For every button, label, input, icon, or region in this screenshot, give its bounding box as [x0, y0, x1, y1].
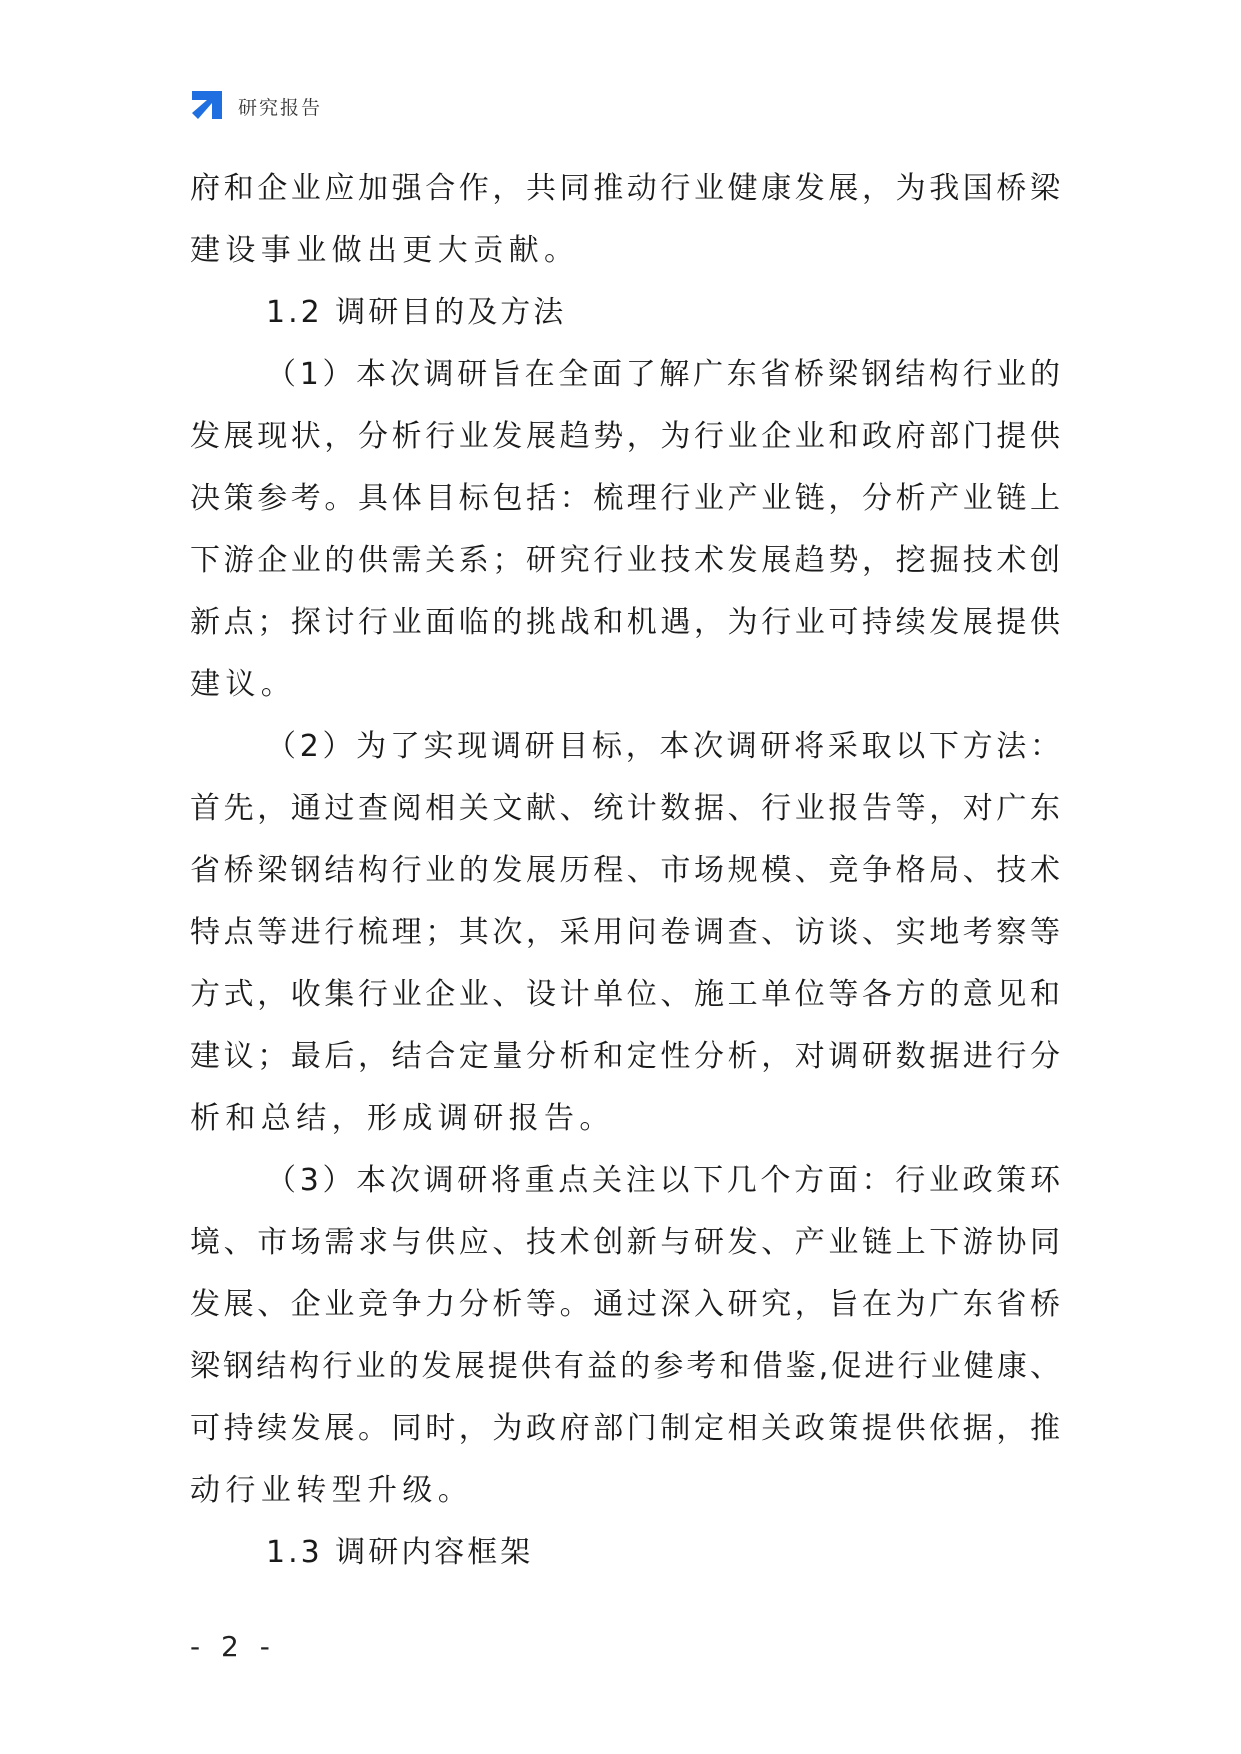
text-line: 特点等进行梳理；其次，采用问卷调查、访谈、实地考察等 [190, 915, 1060, 950]
text-line: 建议；最后，结合定量分析和定性分析，对调研数据进行分 [190, 1039, 1060, 1074]
text-line: （1）本次调研旨在全面了解广东省桥梁钢结构行业的 [266, 357, 1060, 392]
text-line: 府和企业应加强合作，共同推动行业健康发展，为我国桥梁 [190, 171, 1060, 206]
page-number: - 2 - [190, 1630, 276, 1663]
text-line: 动行业转型升级。 [190, 1473, 474, 1508]
arrow-up-right-icon [190, 89, 224, 123]
section-heading: 1.2 调研目的及方法 [266, 295, 567, 330]
text-line: 方式，收集行业企业、设计单位、施工单位等各方的意见和 [190, 977, 1060, 1012]
text-line: 下游企业的供需关系；研究行业技术发展趋势，挖掘技术创 [190, 543, 1060, 578]
text-line: （2）为了实现调研目标，本次调研将采取以下方法： [266, 729, 1060, 764]
text-line: 梁钢结构行业的发展提供有益的参考和借鉴,促进行业健康、 [190, 1349, 1060, 1384]
text-line: 首先，通过查阅相关文献、统计数据、行业报告等，对广东 [190, 791, 1060, 826]
text-line: 建议。 [190, 667, 297, 702]
text-line: 决策参考。具体目标包括：梳理行业产业链，分析产业链上 [190, 481, 1060, 516]
text-line: 省桥梁钢结构行业的发展历程、市场规模、竞争格局、技术 [190, 853, 1060, 888]
text-line: 发展、企业竞争力分析等。通过深入研究，旨在为广东省桥 [190, 1287, 1060, 1322]
text-line: （3）本次调研将重点关注以下几个方面：行业政策环 [266, 1163, 1060, 1198]
text-line: 发展现状，分析行业发展趋势，为行业企业和政府部门提供 [190, 419, 1060, 454]
text-line: 境、市场需求与供应、技术创新与研发、产业链上下游协同 [190, 1225, 1060, 1260]
section-heading: 1.3 调研内容框架 [266, 1535, 534, 1570]
text-line: 析和总结，形成调研报告。 [190, 1101, 615, 1136]
text-line: 建设事业做出更大贡献。 [190, 233, 580, 268]
header-title: 研究报告 [238, 96, 323, 119]
page-header [190, 88, 322, 124]
text-line: 新点；探讨行业面临的挑战和机遇，为行业可持续发展提供 [190, 605, 1060, 640]
document-body [190, 158, 1060, 1584]
text-line: 可持续发展。同时，为政府部门制定相关政策提供依据，推 [190, 1411, 1060, 1446]
